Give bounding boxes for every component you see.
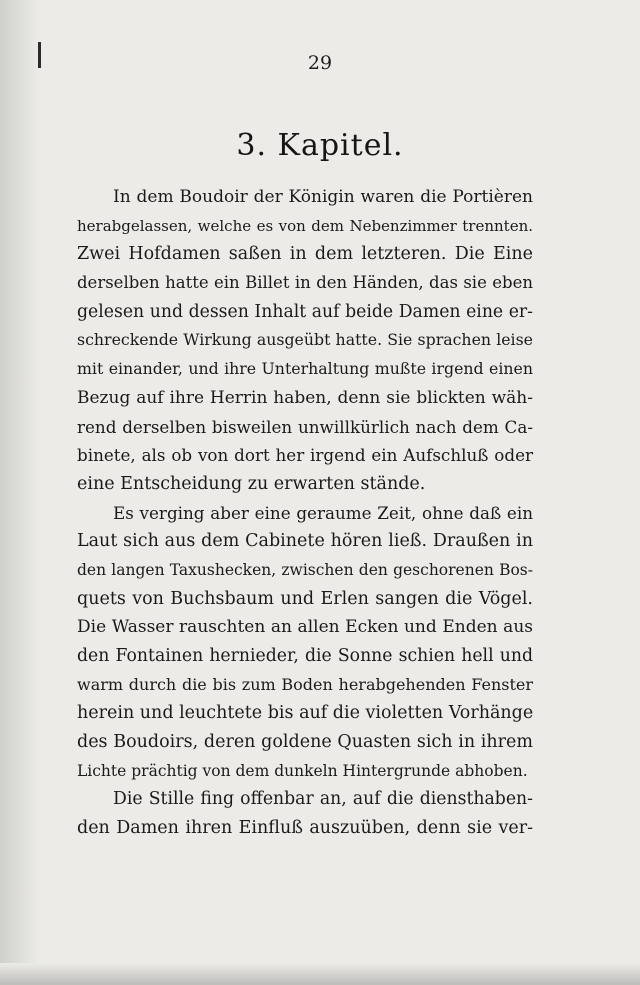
page-number: 29 (307, 52, 333, 74)
text-line: schreckende Wirkung ausgeübt hatte. Sie sprachen leise (77, 330, 533, 350)
text-line: Zwei Hofdamen saßen in dem letzteren. Die Eine (77, 244, 533, 265)
body-text (77, 183, 533, 843)
text-line: binete, als ob von dort her irgend ein Aufschluß oder (77, 445, 533, 466)
text-line: herabgelassen, welche es von dem Nebenzimmer trennten. (77, 216, 533, 235)
text-line: In dem Boudoir der Königin waren die Portièren (113, 187, 533, 207)
text-line: Die Stille fing offenbar an, auf die diensthaben- (113, 789, 533, 810)
text-line: derselben hatte ein Billet in den Händen, das sie eben (77, 273, 533, 293)
text-line: Es verging aber eine geraume Zeit, ohne daß ein (113, 502, 533, 523)
text-line: rend derselben bisweilen unwillkürlich nach dem Ca- (77, 416, 533, 437)
text-line: den Damen ihren Einfluß auszuüben, denn sie ver- (77, 818, 533, 839)
text-line: eine Entscheidung zu erwarten stände. (77, 473, 426, 494)
chapter-title: 3. Kapitel. (236, 128, 404, 163)
text-line: quets von Buchsbaum und Erlen sangen die Vögel. (77, 588, 533, 609)
text-line: Die Wasser rauschten an allen Ecken und Enden aus (77, 617, 533, 638)
text-line: warm durch die bis zum Boden herabgehenden Fenster (77, 674, 533, 694)
text-line: den Fontainen hernieder, die Sonne schien hell und (77, 646, 533, 666)
text-line: des Boudoirs, deren goldene Quasten sich in ihrem (77, 732, 533, 753)
text-line: Laut sich aus dem Cabinete hören ließ. Draußen in (77, 531, 533, 552)
text-line: mit einander, und ihre Unterhaltung mußte irgend einen (77, 359, 533, 379)
text-line: Lichte prächtig von dem dunkeln Hintergrunde abhoben. (77, 761, 528, 780)
text-line: den langen Taxushecken, zwischen den geschorenen Bos- (77, 560, 533, 579)
text-line: herein und leuchtete bis auf die violetten Vorhänge (77, 703, 534, 724)
text-line: gelesen und dessen Inhalt auf beide Damen eine er- (77, 301, 533, 322)
text-line: Bezug auf ihre Herrin haben, denn sie blickten wäh- (77, 387, 533, 408)
